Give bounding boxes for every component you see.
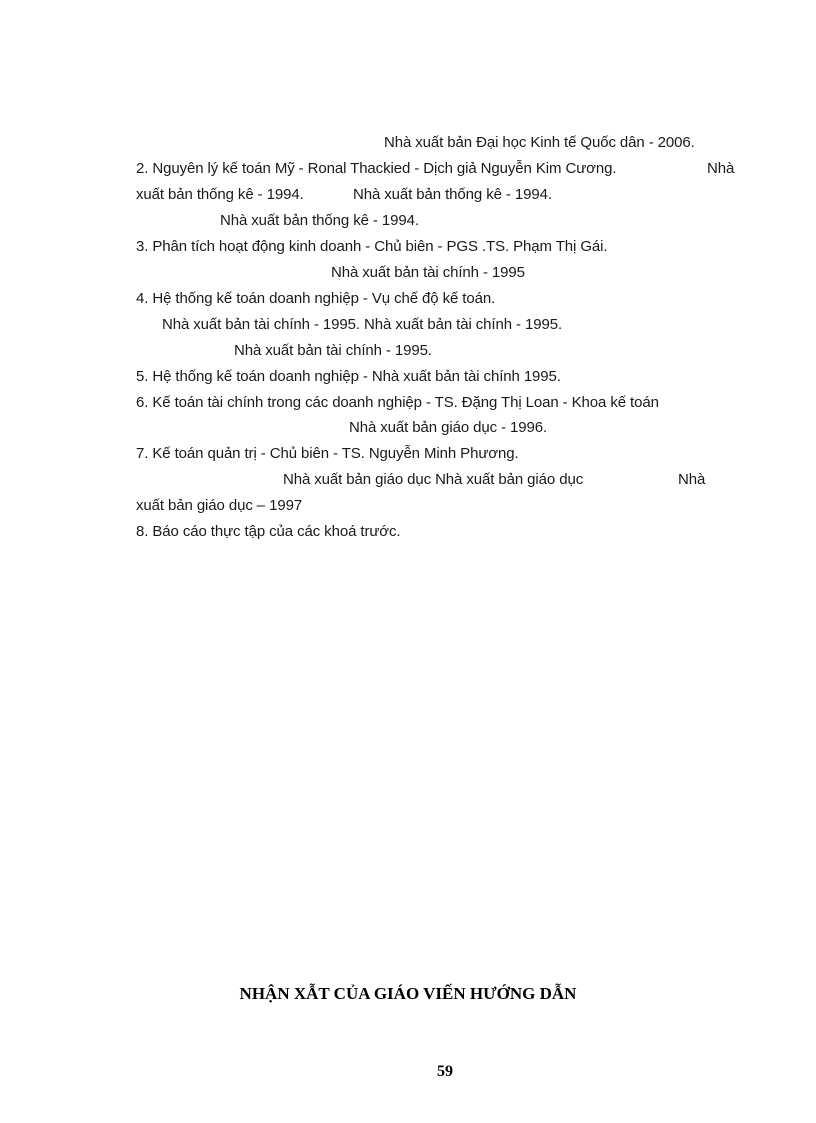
reference-line: Nhà xuất bản thống kê - 1994. <box>220 212 419 229</box>
reference-item-3: 3. Phân tích hoạt động kinh doanh - Chủ biên - PGS .TS. Phạm Thị Gái. <box>136 238 608 255</box>
reference-item-8: 8. Báo cáo thực tập của các khoá trước. <box>136 523 401 540</box>
reference-item-7: 7. Kế toán quản trị - Chủ biên - TS. Nguyễn Minh Phương. <box>136 445 519 462</box>
reference-item-5: 5. Hệ thống kế toán doanh nghiệp - Nhà xuất bản tài chính 1995. <box>136 368 561 385</box>
reference-line: Nhà xuất bản giáo dục - 1996. <box>349 419 548 436</box>
reference-item-4: 4. Hệ thống kế toán doanh nghiệp - Vụ chế độ kế toán. <box>136 290 496 307</box>
reference-line: Nhà xuất bản tài chính - 1995. Nhà xuất bản tài chính - 1995. <box>162 316 563 333</box>
reference-line: Nhà xuất bản Đại học Kinh tế Quốc dân - 2006. <box>384 134 695 151</box>
reference-line: Nhà xuất bản tài chính - 1995. <box>234 342 432 359</box>
page-number: 59 <box>437 1063 453 1080</box>
reference-item-6: 6. Kế toán tài chính trong các doanh nghiệp - TS. Đặng Thị Loan - Khoa kế toán <box>136 394 659 411</box>
reference-line: Nhà <box>707 160 735 177</box>
reference-line: xuất bản thống kê - 1994. <box>136 186 304 203</box>
reference-line: xuất bản giáo dục – 1997 <box>136 497 303 514</box>
reference-item-2: 2. Nguyên lý kế toán Mỹ - Ronal Thackied - Dịch giả Nguyễn Kim Cương. <box>136 160 617 177</box>
reference-line: Nhà xuất bản tài chính - 1995 <box>331 264 525 281</box>
reference-line: Nhà <box>678 471 706 488</box>
reference-line: Nhà xuất bản giáo dục Nhà xuất bản giáo dục <box>283 471 584 488</box>
section-heading: NHẬN XẪT CỦA GIÁO VIẾN HƯỚNG DẪN <box>239 984 577 1003</box>
reference-line: Nhà xuất bản thống kê - 1994. <box>353 186 552 203</box>
